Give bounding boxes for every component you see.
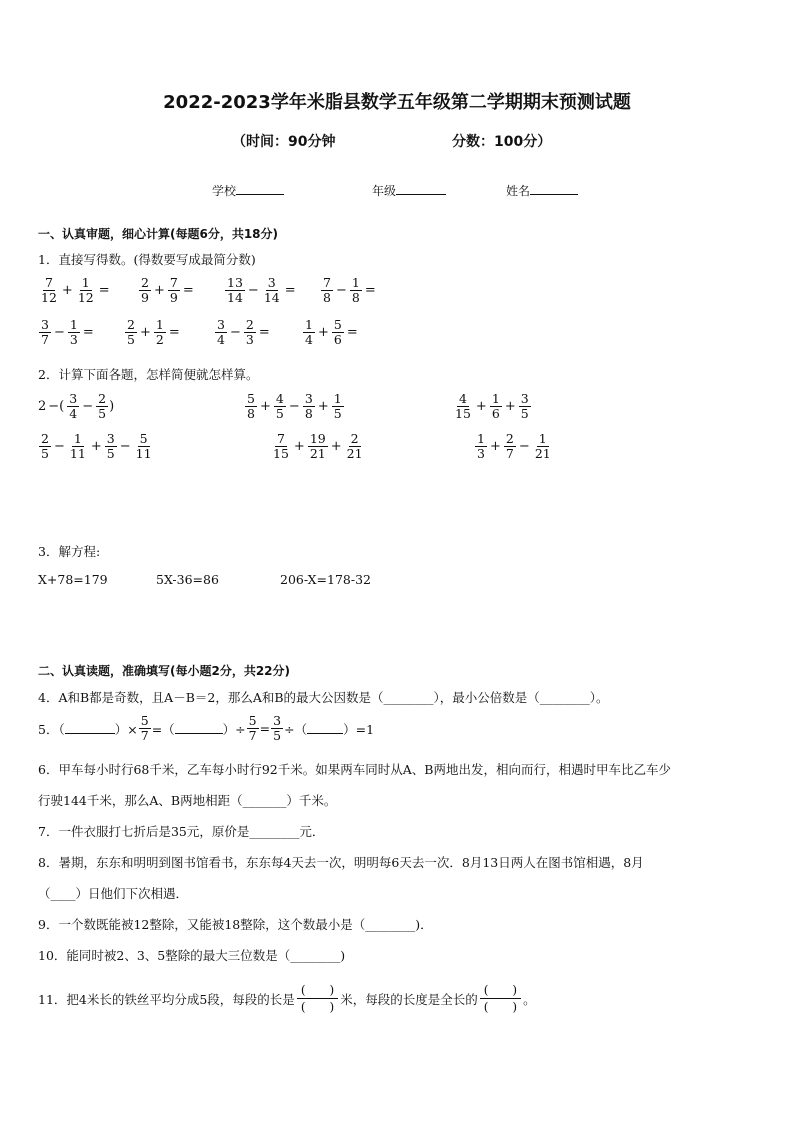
q1-expr-5: 3 7 − $\frac{1}{3}$ =: [38, 318, 96, 347]
page-title: 2022-2023学年米脂县数学五年级第二学期期末预测试题: [163, 92, 631, 113]
q1-expr-6: 2 5 + $\frac{1}{2}$ =: [124, 318, 182, 347]
equation-2: 5X-36=86: [156, 572, 219, 587]
grade-field: 年级: [372, 182, 446, 199]
question-8-line-1: 8．暑期，东东和明明到图书馆看书，东东每4天去一次，明明每6天去一次．8月13日两人在图书馆相遇，8月: [38, 855, 644, 870]
question-7: 7．一件衣服打七折后是35元，原价是________元．: [38, 824, 325, 839]
q2-expr-1: 2 −( 3 4 − $\frac{2}{5}$ ): [38, 391, 115, 421]
question-2: 2．计算下面各题，怎样简便就怎样算。: [38, 367, 259, 382]
section-2-heading: 二、认真读题，准确填写(每小题2分，共22分): [38, 664, 291, 678]
q1-expr-2: 2 9 + $\frac{7}{9}$ =: [138, 276, 196, 305]
q2-expr-6: 1 3 + $\frac{2}{7}$ − $\frac{1}{21}$: [474, 432, 554, 461]
exam-time: （时间：90分钟: [232, 134, 336, 150]
question-5: 5．（ ）× $\frac{5}{7}$ =（ ）÷ $\frac{5}{7}$ = $\frac{3}{5}$ ÷（ ）=1: [38, 713, 375, 743]
q1-expr-4: 7 8 − $\frac{1}{8}$ =: [320, 276, 378, 305]
question-10: 10．能同时被2、3、5整除的最大三位数是（________): [38, 948, 346, 963]
q2-expr-3: 4 15 + $\frac{1}{6}$ + $\frac{3}{5}$: [452, 392, 532, 421]
exam-score: 分数：100分）: [452, 134, 552, 150]
question-11: 11．把4米长的铁丝平均分成5段，每段的长是 ( ) ( ) 米，每段的长度是全长的 ( ) ( ) 。: [38, 983, 536, 1014]
question-3: 3．解方程:: [38, 544, 101, 559]
question-6-line-1: 6．甲车每小时行68千米，乙车每小时行92千米。如果两车同时从A、B两地出发，相向而行，相遇时甲车比乙车少: [38, 762, 671, 777]
q2-expr-5: 7 15 + $\frac{19}{21}$ + $\frac{2}{21}$: [273, 431, 363, 461]
school-field: 学校: [212, 182, 284, 199]
section-1-heading: 一、认真审题，细心计算(每题6分，共18分): [38, 227, 279, 241]
q2-expr-4: 2 5 − $\frac{1}{11}$ + $\frac{3}{5}$ − $\frac{5}{11}$: [38, 432, 155, 461]
q2-expr-2: 5 8 + $\frac{4}{5}$ − $\frac{3}{8}$ + $\frac{1}{5}$: [244, 392, 345, 421]
question-6-line-2: 行驶144千米，那么A、B两地相距（_______）千米。: [38, 793, 337, 808]
equation-3: 206-X=178-32: [280, 572, 371, 587]
question-4: 4．A和B都是奇数，且A－B＝2，那么A和B的最大公因数是（________），最小公倍数是（________）。: [38, 690, 609, 705]
question-9: 9．一个数既能被12整除，又能被18整除，这个数最小是（________)．: [38, 917, 433, 932]
q1-expr-1: 7 12 + $\frac{1}{12}$ =: [41, 275, 110, 305]
equation-1: X+78=179: [38, 572, 108, 587]
question-8-line-2: （____）日他们下次相遇．: [38, 886, 189, 901]
question-1: 1．直接写得数。(得数要写成最简分数): [38, 252, 256, 267]
q1-expr-7: 3 4 − $\frac{2}{3}$ =: [214, 318, 272, 347]
q1-expr-8: 1 4 + $\frac{5}{6}$ =: [302, 318, 360, 347]
name-field: 姓名: [506, 182, 578, 199]
q1-expr-3: 13 14 − $\frac{3}{14}$ =: [227, 275, 296, 305]
